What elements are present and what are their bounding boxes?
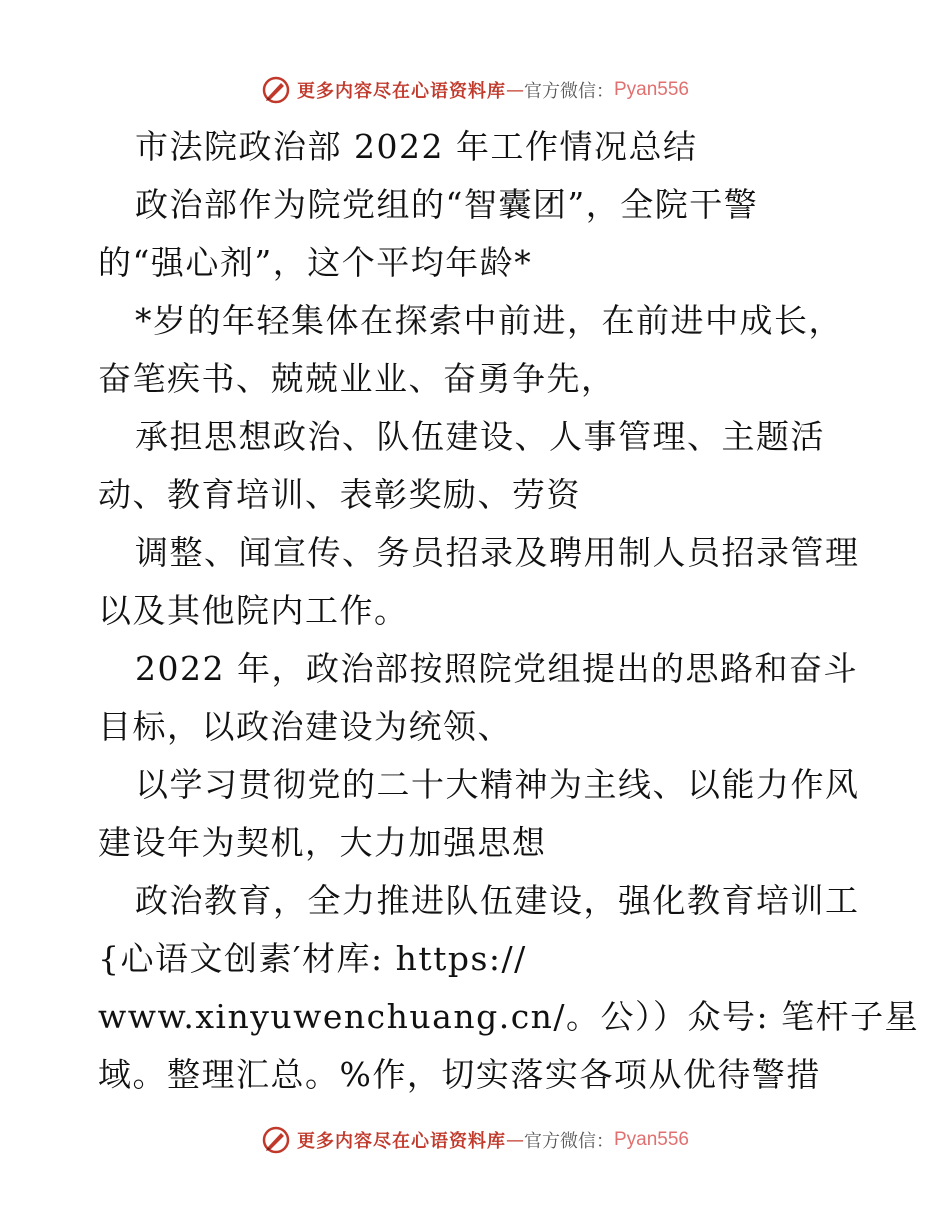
text-line: www.xinyuwenchuang.cn/。公））众号: 笔杆子星 [98,997,920,1036]
text-line: 承担思想政治、队伍建设、人事管理、主题活 [135,417,825,456]
text-line: 以学习贯彻党的二十大精神为主线、以能力作风 [135,765,860,804]
text-line: 政治部作为院党组的“智囊团”，全院干警 [135,185,759,224]
text-line: 以及其他院内工作。 [98,591,409,630]
watermark-label: 官方微信： [523,1131,614,1152]
watermark-separator: — [505,79,524,101]
watermark-wechat-id: Pyan556 [613,1129,689,1150]
text-line: {心语文创素′材库: https:// [98,939,527,978]
footer-watermark [0,1123,950,1157]
text-line: 域。整理汇总。%作，切实落实各项从优待警措 [98,1055,821,1094]
header-watermark [0,73,950,107]
watermark-wechat-id: Pyan556 [613,79,689,100]
text-line: 的“强心剂”，这个平均年龄* [98,243,533,282]
text-line: 建设年为契机，大力加强思想 [98,823,547,862]
text-line: 2022 年，政治部按照院党组提出的思路和奋斗 [135,649,858,688]
watermark-main-text: 更多内容尽在心语资料库 [296,1131,506,1152]
text-line: *岁的年轻集体在探索中前进，在前进中成长， [135,301,843,340]
watermark-separator: — [505,1129,524,1151]
text-line: 政治教育，全力推进队伍建设，强化教育培训工 [135,881,860,920]
watermark-label: 官方微信： [523,81,614,102]
text-line: 动、教育培训、表彰奖励、劳资 [98,475,581,514]
watermark-main-text: 更多内容尽在心语资料库 [296,81,506,102]
text-line: 奋笔疾书、兢兢业业、奋勇争先， [98,359,616,398]
document-body [98,118,920,1104]
text-line: 目标，以政治建设为统领、 [98,707,512,746]
document-title: 市法院政治部 2022 年工作情况总结 [135,127,698,166]
pen-logo-icon [261,75,291,105]
pen-logo-icon [261,1125,291,1155]
text-line: 调整、闻宣传、务员招录及聘用制人员招录管理 [135,533,860,572]
